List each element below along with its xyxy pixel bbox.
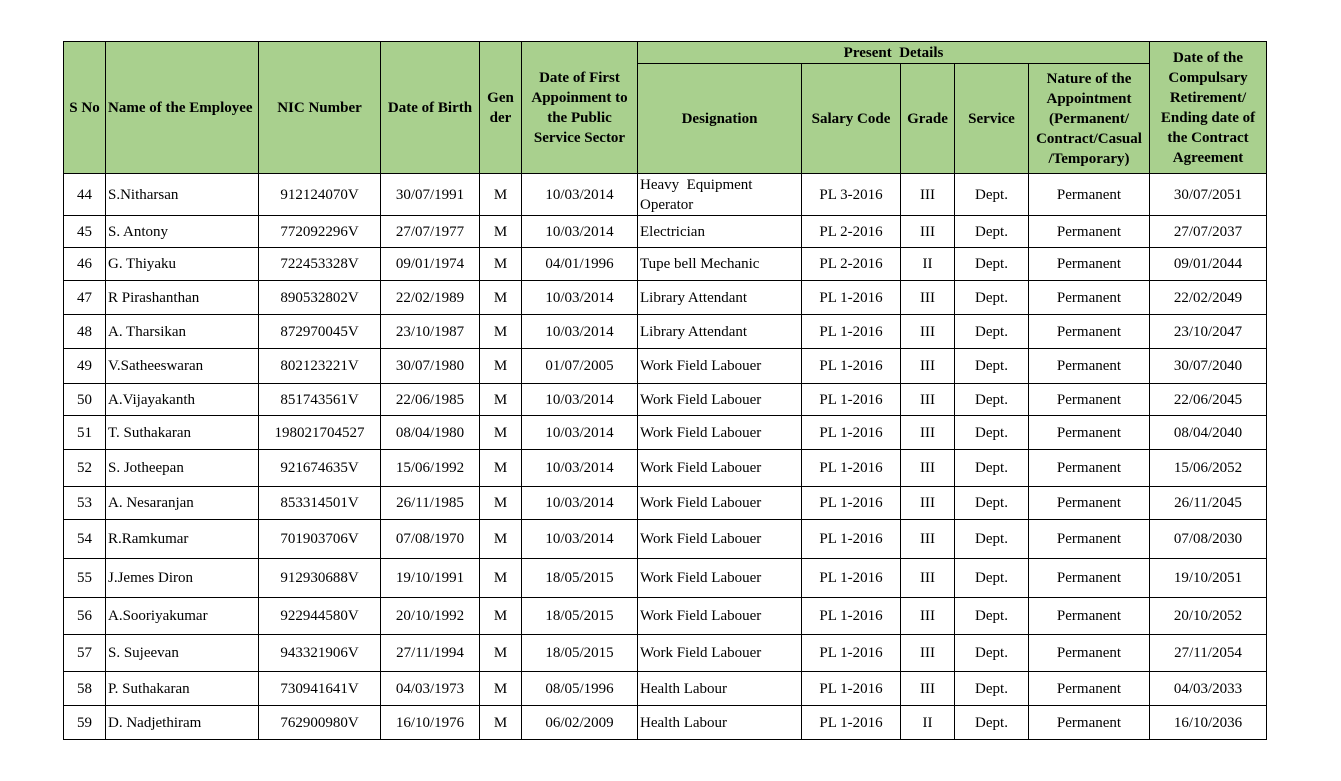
cell-designation: Electrician [638,216,802,248]
cell-salary-code: PL 1-2016 [802,450,901,487]
cell-sno: 51 [64,416,106,450]
cell-nic-number: 762900980V [259,706,381,740]
header-retirement-date: Date of the Compulsary Retirement/ Ending date of the Contract Agreement [1150,42,1267,174]
cell-retirement-date: 09/01/2044 [1150,248,1267,281]
table-row [64,559,1267,598]
cell-date-of-birth: 26/11/1985 [381,487,480,520]
cell-nic-number: 872970045V [259,315,381,349]
cell-designation: Work Field Labouer [638,559,802,598]
cell-employee-name: S. Sujeevan [106,635,259,672]
header-salary-code: Salary Code [802,64,901,174]
cell-gender: M [480,281,522,315]
cell-gender: M [480,248,522,281]
table-row [64,384,1267,416]
cell-grade: III [901,349,955,384]
cell-grade: III [901,315,955,349]
cell-designation: Work Field Labouer [638,520,802,559]
cell-sno: 48 [64,315,106,349]
cell-nic-number: 890532802V [259,281,381,315]
cell-designation: Heavy Equipment Operator [638,174,802,216]
cell-designation: Work Field Labouer [638,487,802,520]
header-designation: Designation [638,64,802,174]
cell-nature-of-appointment: Permanent [1029,248,1150,281]
cell-nature-of-appointment: Permanent [1029,672,1150,706]
cell-retirement-date: 26/11/2045 [1150,487,1267,520]
cell-nature-of-appointment: Permanent [1029,487,1150,520]
cell-sno: 59 [64,706,106,740]
cell-nature-of-appointment: Permanent [1029,384,1150,416]
cell-retirement-date: 19/10/2051 [1150,559,1267,598]
cell-date-of-birth: 27/11/1994 [381,635,480,672]
cell-salary-code: PL 1-2016 [802,315,901,349]
cell-grade: II [901,706,955,740]
cell-retirement-date: 23/10/2047 [1150,315,1267,349]
cell-first-appointment: 10/03/2014 [522,174,638,216]
cell-date-of-birth: 08/04/1980 [381,416,480,450]
cell-service: Dept. [955,487,1029,520]
cell-gender: M [480,174,522,216]
cell-first-appointment: 10/03/2014 [522,487,638,520]
cell-sno: 45 [64,216,106,248]
cell-first-appointment: 18/05/2015 [522,559,638,598]
cell-salary-code: PL 1-2016 [802,559,901,598]
cell-salary-code: PL 1-2016 [802,672,901,706]
cell-retirement-date: 22/02/2049 [1150,281,1267,315]
cell-nic-number: 730941641V [259,672,381,706]
cell-retirement-date: 20/10/2052 [1150,598,1267,635]
cell-gender: M [480,450,522,487]
cell-gender: M [480,487,522,520]
cell-first-appointment: 10/03/2014 [522,520,638,559]
cell-grade: III [901,416,955,450]
table-row [64,174,1267,216]
cell-first-appointment: 10/03/2014 [522,216,638,248]
cell-retirement-date: 27/11/2054 [1150,635,1267,672]
cell-first-appointment: 04/01/1996 [522,248,638,281]
cell-service: Dept. [955,635,1029,672]
cell-employee-name: S. Antony [106,216,259,248]
cell-designation: Work Field Labouer [638,598,802,635]
cell-nature-of-appointment: Permanent [1029,281,1150,315]
cell-gender: M [480,520,522,559]
header-employee-name: Name of the Employee [106,42,259,174]
cell-sno: 53 [64,487,106,520]
cell-salary-code: PL 1-2016 [802,281,901,315]
header-nic-number: NIC Number [259,42,381,174]
cell-retirement-date: 30/07/2040 [1150,349,1267,384]
cell-employee-name: D. Nadjethiram [106,706,259,740]
cell-retirement-date: 16/10/2036 [1150,706,1267,740]
cell-designation: Work Field Labouer [638,635,802,672]
cell-service: Dept. [955,598,1029,635]
cell-nature-of-appointment: Permanent [1029,349,1150,384]
cell-salary-code: PL 2-2016 [802,216,901,248]
cell-nature-of-appointment: Permanent [1029,416,1150,450]
cell-nature-of-appointment: Permanent [1029,450,1150,487]
cell-first-appointment: 10/03/2014 [522,281,638,315]
cell-grade: III [901,672,955,706]
cell-employee-name: A.Vijayakanth [106,384,259,416]
cell-gender: M [480,384,522,416]
cell-designation: Work Field Labouer [638,450,802,487]
cell-employee-name: A.Sooriyakumar [106,598,259,635]
header-present-details: Present Details [638,42,1150,64]
cell-employee-name: P. Suthakaran [106,672,259,706]
cell-employee-name: V.Satheeswaran [106,349,259,384]
cell-first-appointment: 10/03/2014 [522,384,638,416]
cell-nature-of-appointment: Permanent [1029,635,1150,672]
cell-grade: III [901,450,955,487]
cell-sno: 54 [64,520,106,559]
cell-date-of-birth: 27/07/1977 [381,216,480,248]
employee-table [63,41,1267,740]
cell-nature-of-appointment: Permanent [1029,706,1150,740]
cell-retirement-date: 15/06/2052 [1150,450,1267,487]
cell-date-of-birth: 15/06/1992 [381,450,480,487]
cell-salary-code: PL 1-2016 [802,635,901,672]
table-row [64,487,1267,520]
table-row [64,635,1267,672]
table-row [64,315,1267,349]
cell-service: Dept. [955,315,1029,349]
cell-service: Dept. [955,559,1029,598]
cell-grade: III [901,281,955,315]
cell-employee-name: A. Nesaranjan [106,487,259,520]
cell-designation: Health Labour [638,672,802,706]
table-row [64,349,1267,384]
cell-service: Dept. [955,248,1029,281]
cell-service: Dept. [955,384,1029,416]
cell-service: Dept. [955,174,1029,216]
table-row [64,248,1267,281]
table-row [64,672,1267,706]
cell-service: Dept. [955,416,1029,450]
cell-salary-code: PL 2-2016 [802,248,901,281]
cell-retirement-date: 22/06/2045 [1150,384,1267,416]
cell-gender: M [480,416,522,450]
header-row-1 [64,42,1267,64]
cell-retirement-date: 08/04/2040 [1150,416,1267,450]
cell-date-of-birth: 20/10/1992 [381,598,480,635]
cell-nic-number: 943321906V [259,635,381,672]
cell-designation: Library Attendant [638,315,802,349]
header-date-of-birth: Date of Birth [381,42,480,174]
cell-sno: 44 [64,174,106,216]
cell-date-of-birth: 23/10/1987 [381,315,480,349]
cell-date-of-birth: 09/01/1974 [381,248,480,281]
table-row [64,450,1267,487]
cell-first-appointment: 10/03/2014 [522,450,638,487]
cell-employee-name: A. Tharsikan [106,315,259,349]
cell-sno: 52 [64,450,106,487]
header-sno: S No [64,42,106,174]
cell-grade: III [901,384,955,416]
cell-gender: M [480,672,522,706]
cell-date-of-birth: 30/07/1980 [381,349,480,384]
cell-nic-number: 851743561V [259,384,381,416]
table-row [64,520,1267,559]
cell-retirement-date: 30/07/2051 [1150,174,1267,216]
cell-nature-of-appointment: Permanent [1029,520,1150,559]
cell-nic-number: 198021704527 [259,416,381,450]
table-row [64,281,1267,315]
cell-grade: III [901,216,955,248]
cell-nic-number: 722453328V [259,248,381,281]
cell-first-appointment: 01/07/2005 [522,349,638,384]
cell-sno: 58 [64,672,106,706]
cell-gender: M [480,559,522,598]
cell-nic-number: 802123221V [259,349,381,384]
cell-date-of-birth: 16/10/1976 [381,706,480,740]
cell-sno: 50 [64,384,106,416]
cell-grade: III [901,520,955,559]
table-row [64,216,1267,248]
cell-gender: M [480,635,522,672]
header-gender: Gen der [480,42,522,174]
table-row [64,706,1267,740]
cell-designation: Work Field Labouer [638,384,802,416]
cell-sno: 55 [64,559,106,598]
cell-nature-of-appointment: Permanent [1029,216,1150,248]
cell-first-appointment: 10/03/2014 [522,315,638,349]
cell-service: Dept. [955,281,1029,315]
cell-gender: M [480,315,522,349]
cell-date-of-birth: 19/10/1991 [381,559,480,598]
cell-designation: Work Field Labouer [638,416,802,450]
header-service: Service [955,64,1029,174]
header-grade: Grade [901,64,955,174]
cell-service: Dept. [955,706,1029,740]
cell-gender: M [480,706,522,740]
cell-nature-of-appointment: Permanent [1029,598,1150,635]
cell-retirement-date: 07/08/2030 [1150,520,1267,559]
cell-designation: Tupe bell Mechanic [638,248,802,281]
cell-nic-number: 772092296V [259,216,381,248]
cell-service: Dept. [955,450,1029,487]
cell-nic-number: 921674635V [259,450,381,487]
cell-designation: Work Field Labouer [638,349,802,384]
cell-service: Dept. [955,349,1029,384]
cell-salary-code: PL 1-2016 [802,384,901,416]
cell-grade: III [901,174,955,216]
cell-gender: M [480,349,522,384]
cell-employee-name: R.Ramkumar [106,520,259,559]
cell-salary-code: PL 3-2016 [802,174,901,216]
cell-salary-code: PL 1-2016 [802,416,901,450]
cell-sno: 46 [64,248,106,281]
cell-first-appointment: 10/03/2014 [522,416,638,450]
cell-sno: 49 [64,349,106,384]
cell-grade: III [901,598,955,635]
cell-service: Dept. [955,216,1029,248]
cell-nic-number: 922944580V [259,598,381,635]
cell-designation: Library Attendant [638,281,802,315]
cell-nic-number: 853314501V [259,487,381,520]
header-nature-of-appointment: Nature of the Appointment (Permanent/ Contract/Casual /Temporary) [1029,64,1150,174]
cell-employee-name: T. Suthakaran [106,416,259,450]
cell-nic-number: 912124070V [259,174,381,216]
cell-first-appointment: 08/05/1996 [522,672,638,706]
cell-employee-name: J.Jemes Diron [106,559,259,598]
table-row [64,416,1267,450]
cell-first-appointment: 18/05/2015 [522,635,638,672]
cell-grade: III [901,487,955,520]
cell-nature-of-appointment: Permanent [1029,559,1150,598]
cell-grade: III [901,635,955,672]
cell-grade: III [901,559,955,598]
cell-nic-number: 701903706V [259,520,381,559]
cell-nature-of-appointment: Permanent [1029,174,1150,216]
cell-employee-name: S.Nitharsan [106,174,259,216]
cell-sno: 56 [64,598,106,635]
cell-employee-name: G. Thiyaku [106,248,259,281]
header-first-appointment: Date of First Appoinment to the Public Service Sector [522,42,638,174]
cell-salary-code: PL 1-2016 [802,487,901,520]
cell-employee-name: R Pirashanthan [106,281,259,315]
cell-date-of-birth: 30/07/1991 [381,174,480,216]
cell-first-appointment: 06/02/2009 [522,706,638,740]
cell-salary-code: PL 1-2016 [802,706,901,740]
cell-service: Dept. [955,520,1029,559]
cell-retirement-date: 27/07/2037 [1150,216,1267,248]
cell-date-of-birth: 07/08/1970 [381,520,480,559]
cell-date-of-birth: 04/03/1973 [381,672,480,706]
cell-salary-code: PL 1-2016 [802,598,901,635]
cell-gender: M [480,598,522,635]
cell-date-of-birth: 22/02/1989 [381,281,480,315]
cell-sno: 47 [64,281,106,315]
cell-nature-of-appointment: Permanent [1029,315,1150,349]
cell-gender: M [480,216,522,248]
cell-first-appointment: 18/05/2015 [522,598,638,635]
cell-nic-number: 912930688V [259,559,381,598]
cell-salary-code: PL 1-2016 [802,520,901,559]
cell-designation: Health Labour [638,706,802,740]
cell-sno: 57 [64,635,106,672]
table-body [64,174,1267,740]
cell-retirement-date: 04/03/2033 [1150,672,1267,706]
cell-date-of-birth: 22/06/1985 [381,384,480,416]
cell-service: Dept. [955,672,1029,706]
cell-grade: II [901,248,955,281]
table-row [64,598,1267,635]
cell-employee-name: S. Jotheepan [106,450,259,487]
cell-salary-code: PL 1-2016 [802,349,901,384]
